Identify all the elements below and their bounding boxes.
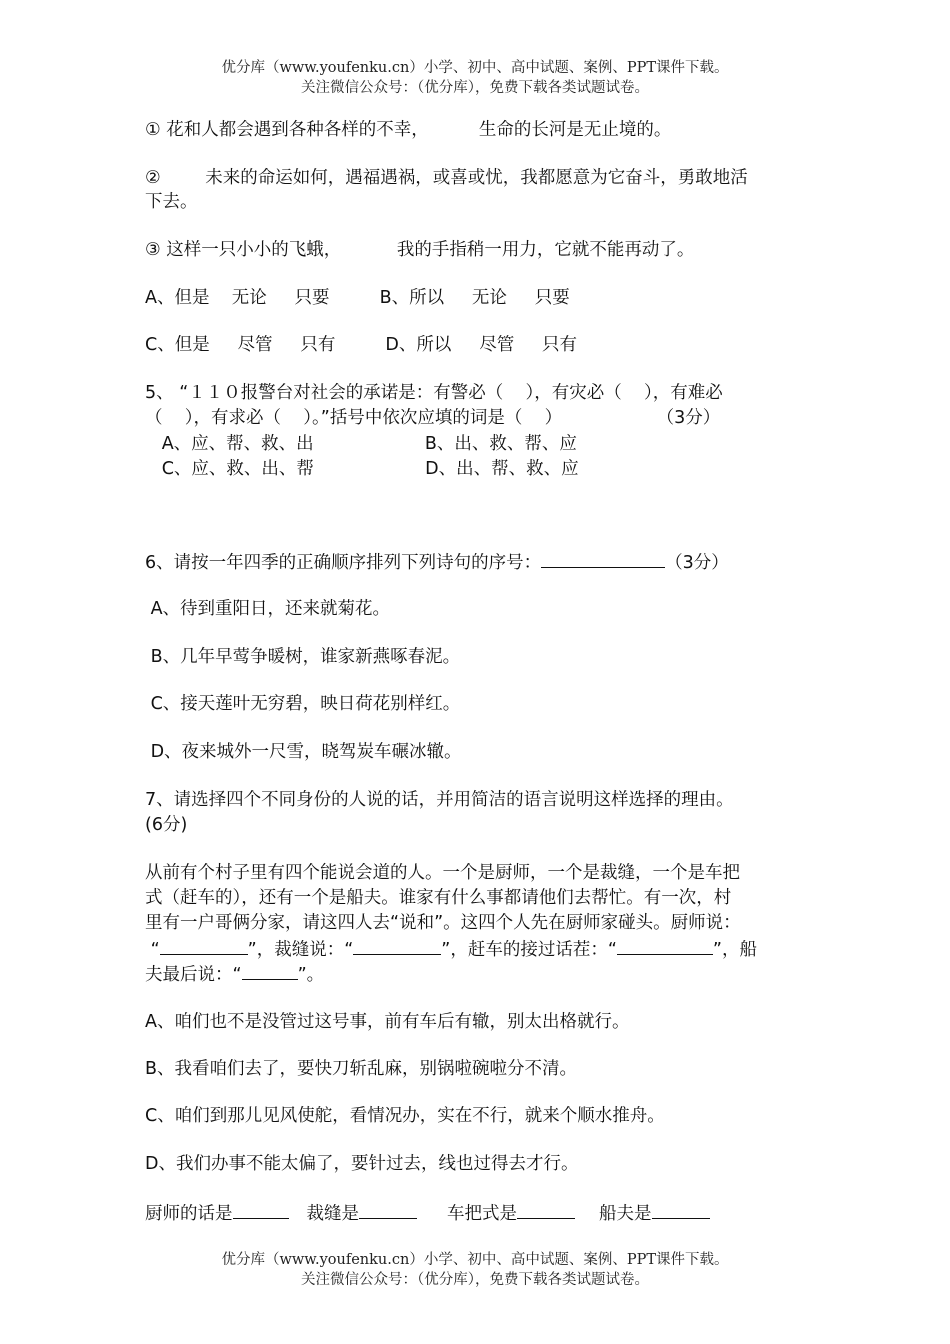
- q7-answer-line: [145, 1200, 710, 1227]
- q7-story-line-1: 从前有个村子里有四个能说会道的人。一个是厨师，一个是裁缝，一个是车把: [145, 863, 740, 883]
- page-header: [0, 58, 950, 98]
- q5-options-row-1: A、应、帮、救、出 B、出、救、帮、应: [145, 434, 577, 454]
- boatman-intro-start: ”，船: [712, 940, 757, 960]
- q4-options-row-2: C、但是 尽管 只有 D、所以 尽管 只有: [145, 335, 578, 355]
- driver-intro: ”，赶车的接过话茬：“: [441, 940, 617, 960]
- page-footer: [0, 1250, 950, 1290]
- boatman-intro: 夫最后说：“: [145, 965, 242, 985]
- footer-line-1: 优分库（www.youfenku.cn）小学、初中、高中试题、案例、PPT课件下载。: [221, 1252, 729, 1268]
- sentence-3: ③ 这样一只小小的飞蛾， 我的手指稍一用力，它就不能再动了。: [145, 240, 695, 260]
- driver-quote-blank[interactable]: [617, 936, 713, 955]
- q5-stem-line-1: 5、 “１１０报警台对社会的承诺是：有警必（ ），有灾必（ ），有难必: [145, 383, 723, 403]
- answer-tailor-blank[interactable]: [359, 1200, 417, 1219]
- q7-option-d: D、我们办事不能太偏了，要针过去，线也过得去才行。: [145, 1154, 579, 1174]
- q4-options-row-1: A、但是 无论 只要 B、所以 无论 只要: [145, 288, 570, 308]
- answer-tailor-label: 裁缝是: [306, 1204, 359, 1224]
- q5-stem-line-2: （ ），有求必（ ）。”括号中依次应填的词是（ ） （3分）: [145, 408, 721, 428]
- q7-stem-line-2: (6分): [145, 815, 188, 835]
- q6-stem-text: 6、请按一年四季的正确顺序排列下列诗句的序号：: [145, 553, 542, 573]
- boatman-quote-close: ”。: [297, 965, 325, 985]
- sentence-2-line-1: ② 未来的命运如何，遇福遇祸，或喜或忧，我都愿意为它奋斗，勇敢地活: [145, 168, 748, 188]
- tailor-quote-blank[interactable]: [353, 936, 441, 955]
- q5-options-row-2: C、应、救、出、帮 D、出、帮、救、应: [145, 459, 579, 479]
- sentence-1: ① 花和人都会遇到各种各样的不幸， 生命的长河是无止境的。: [145, 120, 672, 140]
- answer-boatman-label: 船夫是: [599, 1204, 652, 1224]
- quote-chef-open: “: [145, 940, 160, 960]
- q6-option-d: D、夜来城外一尺雪，晓驾炭车碾冰辙。: [145, 742, 462, 762]
- tailor-intro: ”，裁缝说：“: [247, 940, 354, 960]
- answer-boatman-blank[interactable]: [652, 1200, 710, 1219]
- q7-story-line-3: 里有一户哥俩分家，请这四人去“说和”。这四个人先在厨师家碰头。厨师说：: [145, 913, 741, 933]
- answer-chef-label: 厨师的话是: [145, 1204, 233, 1224]
- answer-driver-label: 车把式是: [447, 1204, 517, 1224]
- header-line-2: 关注微信公众号：（优分库），免费下载各类试题试卷。: [301, 80, 649, 96]
- q7-stem-line-1: 7、请选择四个不同身份的人说的话，并用简洁的语言说明这样选择的理由。: [145, 790, 734, 810]
- q7-story-line-5: [145, 961, 324, 988]
- answer-chef-blank[interactable]: [233, 1200, 289, 1219]
- sentence-2-line-2: 下去。: [145, 192, 198, 212]
- header-line-1: 优分库（www.youfenku.cn）小学、初中、高中试题、案例、PPT课件下载。: [221, 60, 729, 76]
- q7-option-a: A、咱们也不是没管过这号事，前有车后有辙，别太出格就行。: [145, 1012, 630, 1032]
- q6-option-a: A、待到重阳日，还来就菊花。: [145, 599, 391, 619]
- boatman-quote-blank[interactable]: [242, 961, 298, 980]
- answer-driver-blank[interactable]: [517, 1200, 575, 1219]
- q6-option-c: C、接天莲叶无穷碧，映日荷花别样红。: [145, 694, 461, 714]
- footer-line-2: 关注微信公众号：（优分库），免费下载各类试题试卷。: [301, 1272, 649, 1288]
- q7-option-c: C、咱们到那儿见风使舵，看情况办，实在不行，就来个顺水推舟。: [145, 1106, 665, 1126]
- q6-answer-blank[interactable]: [541, 549, 665, 568]
- q7-story-line-2: 式（赶车的），还有一个是船夫。谁家有什么事都请他们去帮忙。有一次，村: [145, 888, 732, 908]
- q7-option-b: B、我看咱们去了，要快刀斩乱麻，别锅啦碗啦分不清。: [145, 1059, 578, 1079]
- q7-story-line-4: [145, 936, 757, 963]
- q6-score: （3分）: [665, 553, 729, 573]
- q6-stem: [145, 549, 729, 576]
- chef-quote-blank[interactable]: [160, 936, 248, 955]
- q6-option-b: B、几年早莺争暖树，谁家新燕啄春泥。: [145, 647, 461, 667]
